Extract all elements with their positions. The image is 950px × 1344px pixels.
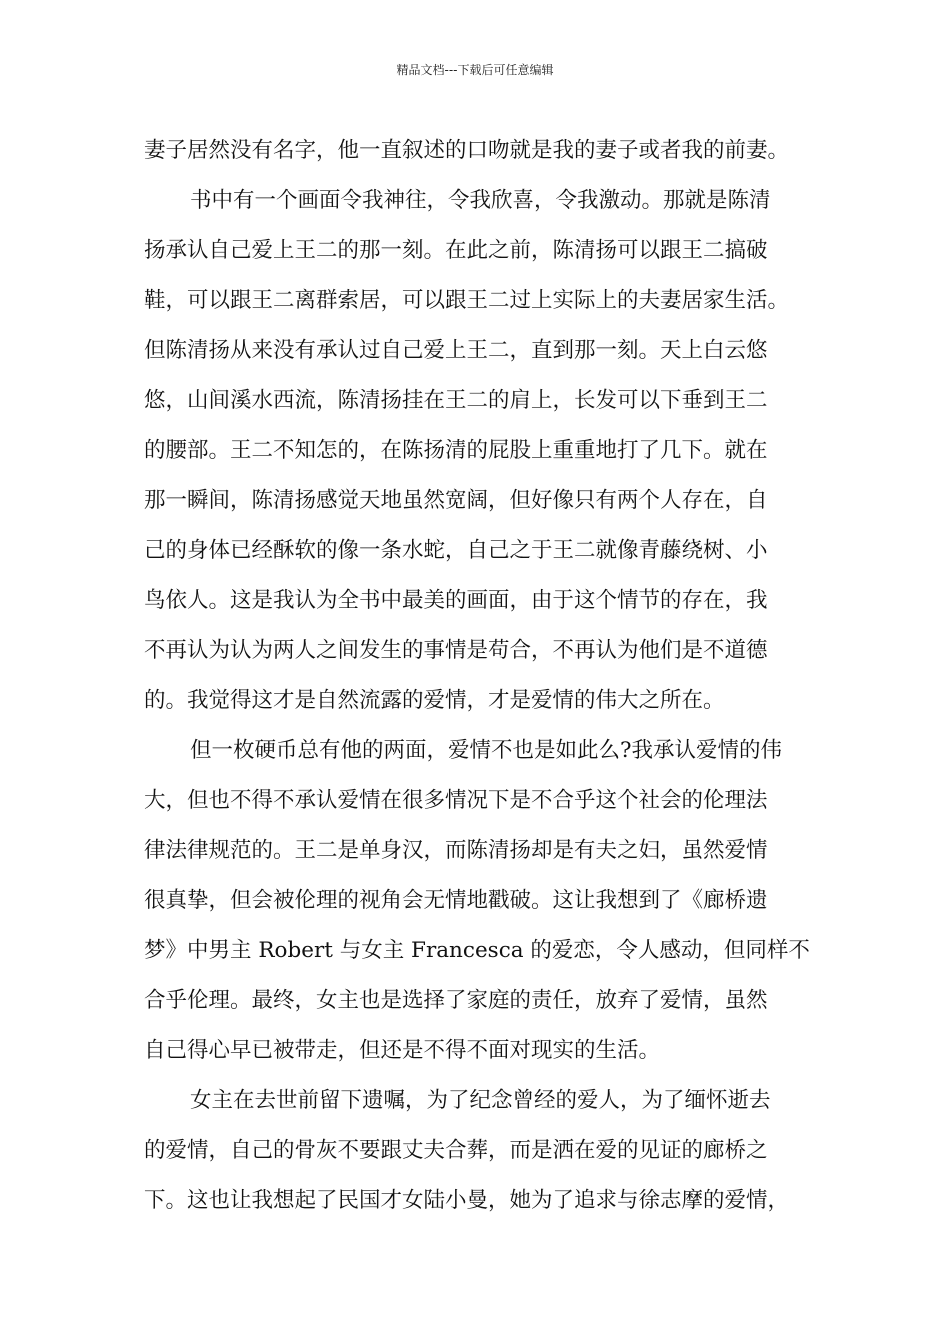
text-line: 女主在去世前留下遗嘱，为了纪念曾经的爱人，为了缅怀逝去 xyxy=(190,1088,771,1113)
text-line: 自己得心早已被带走，但还是不得不面对现实的生活。 xyxy=(144,1038,661,1063)
text-line: 鸟依人。这是我认为全书中最美的画面，由于这个情节的存在，我 xyxy=(144,588,768,613)
text-line: 很真挚，但会被伦理的视角会无情地戳破。这让我想到了《廊桥遗 xyxy=(144,888,768,913)
text-line: 书中有一个画面令我神往，令我欣喜，令我激动。那就是陈清 xyxy=(190,188,771,213)
text-line: 妻子居然没有名字，他一直叙述的口吻就是我的妻子或者我的前妻。 xyxy=(144,138,790,163)
text-line: 的。我觉得这才是自然流露的爱情，才是爱情的伟大之所在。 xyxy=(144,688,725,713)
text-line: 的爱情，自己的骨灰不要跟丈夫合葬，而是洒在爱的见证的廊桥之 xyxy=(144,1138,768,1163)
text-line: 大，但也不得不承认爱情在很多情况下是不合乎这个社会的伦理法 xyxy=(144,788,768,813)
text-line: 下。这也让我想起了民国才女陆小曼，她为了追求与徐志摩的爱情， xyxy=(144,1188,790,1213)
text-line: 的腰部。王二不知怎的，在陈扬清的屁股上重重地打了几下。就在 xyxy=(144,438,768,463)
text-line: 律法律规范的。王二是单身汉，而陈清扬却是有夫之妇，虽然爱情 xyxy=(144,838,768,863)
text-line: 但一枚硬币总有他的两面，爱情不也是如此么?我承认爱情的伟 xyxy=(190,738,783,763)
text-line: 己的身体已经酥软的像一条水蛇，自己之于王二就像青藤绕树、小 xyxy=(144,538,768,563)
text-line: 但陈清扬从来没有承认过自己爱上王二，直到那一刻。天上白云悠 xyxy=(144,338,768,363)
page-header: 精品文档---下载后可任意编辑 xyxy=(396,63,554,77)
text-line: 那一瞬间，陈清扬感觉天地虽然宽阔，但好像只有两个人存在，自 xyxy=(144,488,768,513)
text-line: 鞋，可以跟王二离群索居，可以跟王二过上实际上的夫妻居家生活。 xyxy=(144,288,790,313)
text-line: 悠，山间溪水西流，陈清扬挂在王二的肩上，长发可以下垂到王二 xyxy=(144,388,768,413)
text-line: 不再认为认为两人之间发生的事情是苟合，不再认为他们是不道德 xyxy=(144,638,768,663)
text-line: 扬承认自己爱上王二的那一刻。在此之前，陈清扬可以跟王二搞破 xyxy=(144,238,768,263)
body-text xyxy=(144,126,824,1226)
text-line: 梦》中男主 Robert 与女主 Francesca 的爱恋，令人感动，但同样不 xyxy=(144,938,810,963)
text-line: 合乎伦理。最终，女主也是选择了家庭的责任，放弃了爱情，虽然 xyxy=(144,988,768,1013)
